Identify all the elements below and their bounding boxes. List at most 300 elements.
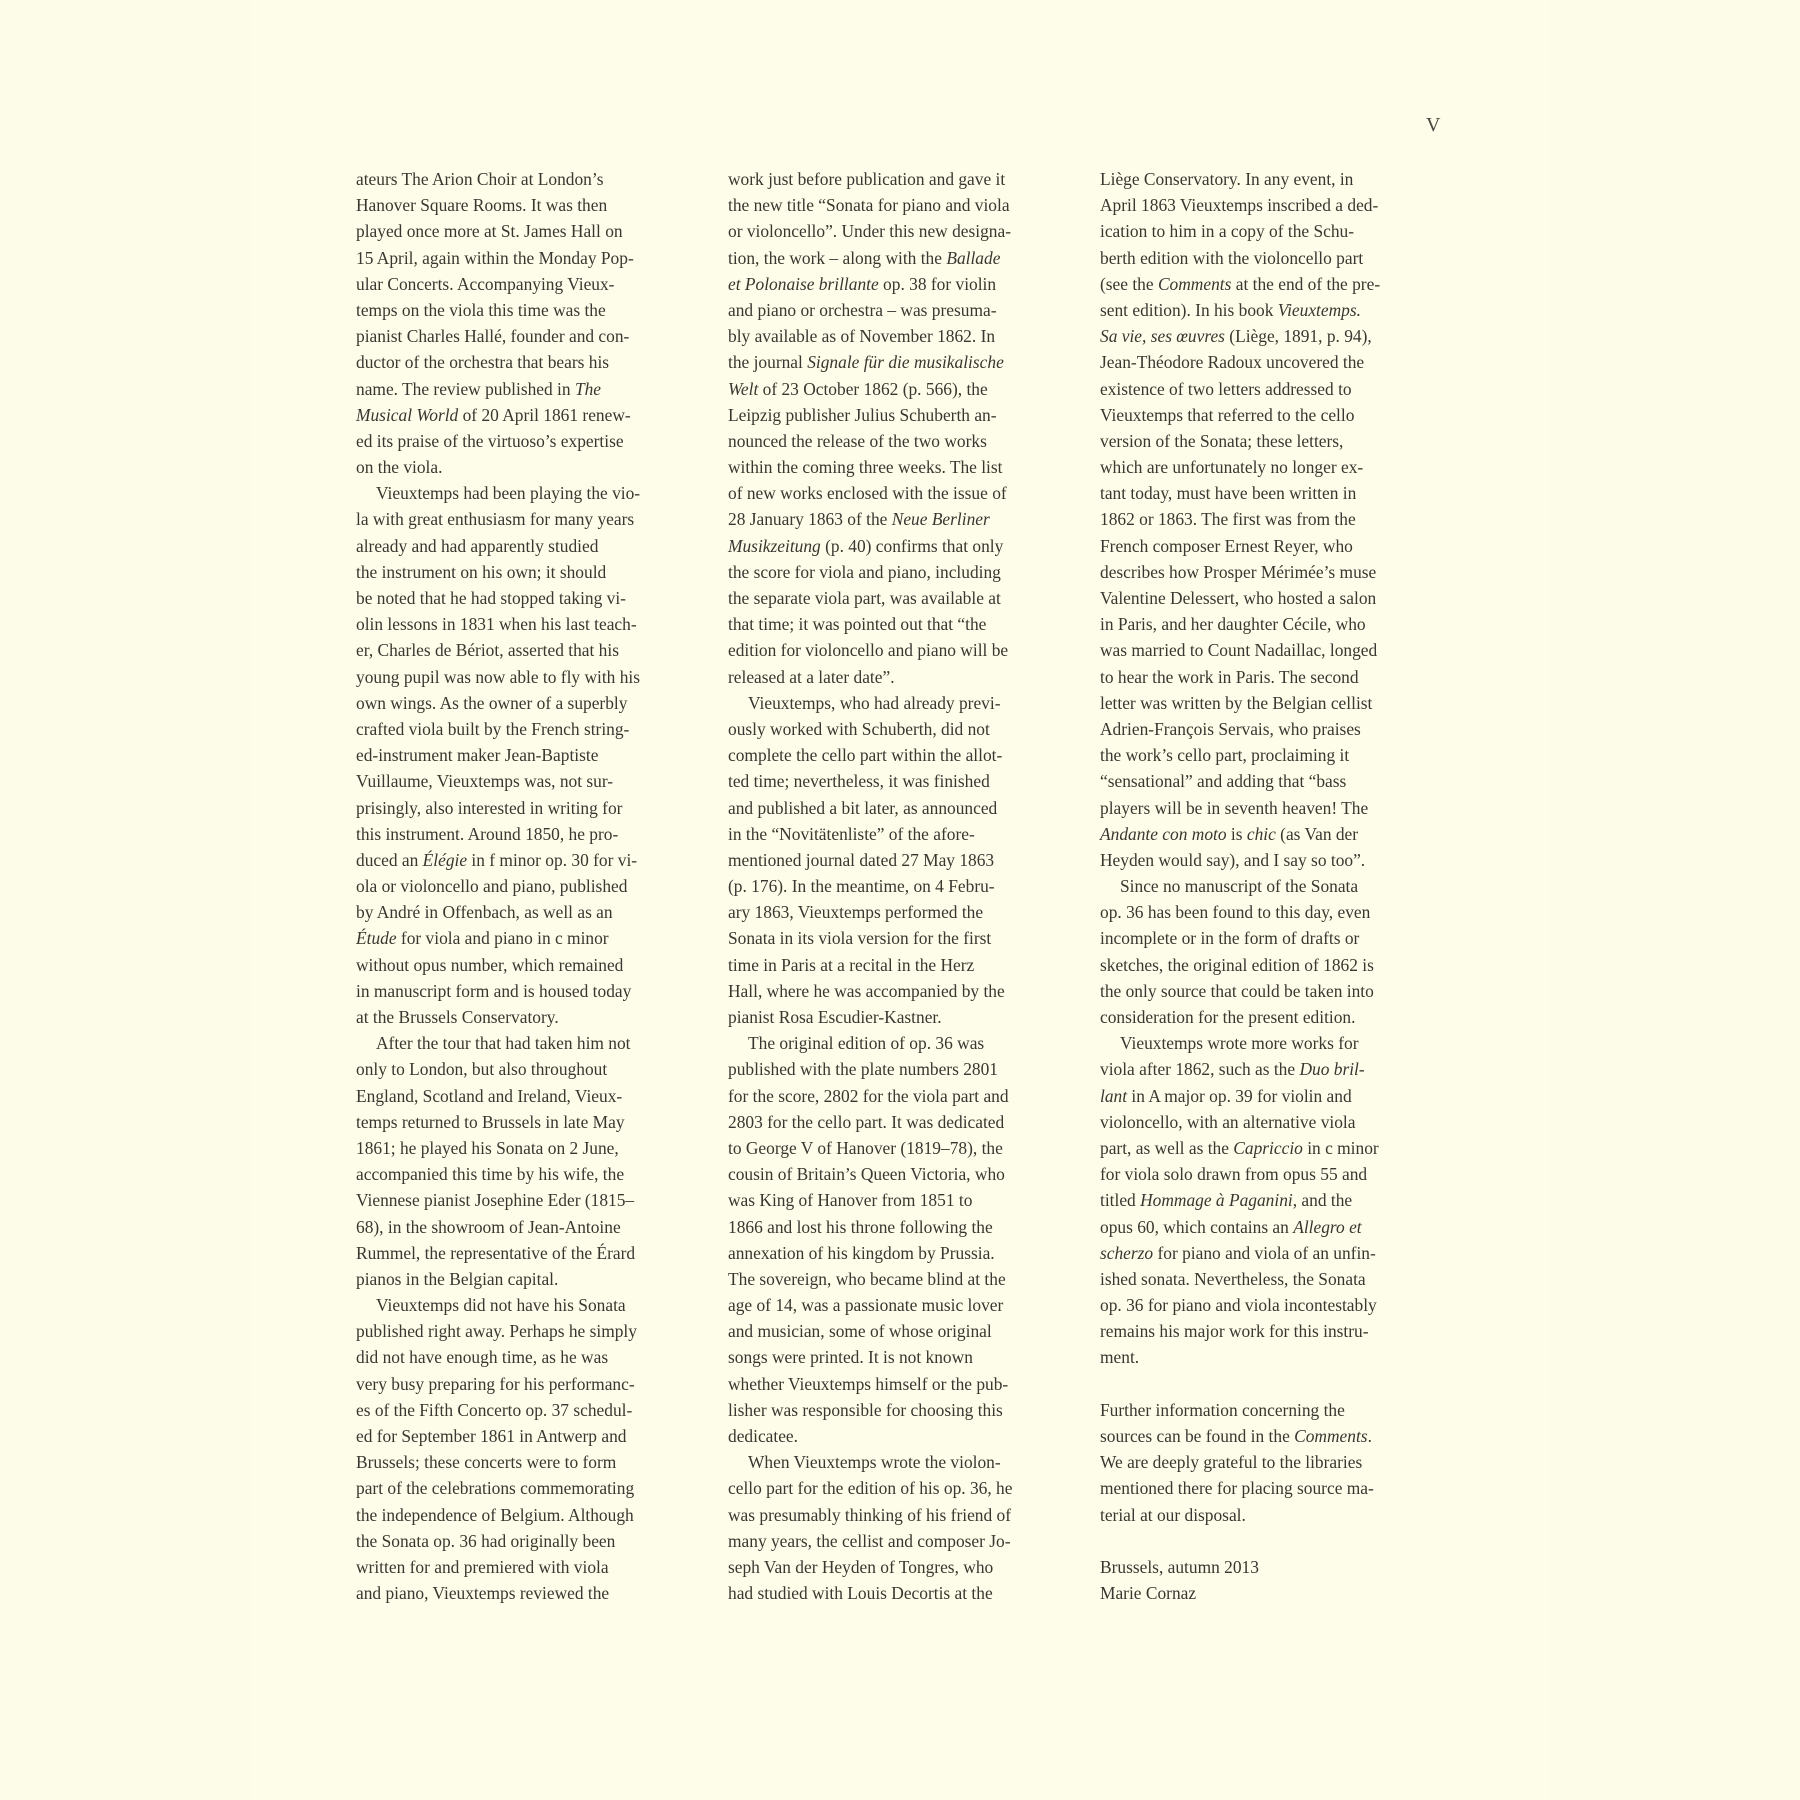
text-run: cello part for the edition of his op. 36, he <box>728 1478 1013 1499</box>
text-run: (see the <box>1100 273 1158 294</box>
text-line <box>1100 716 1442 742</box>
text-line <box>1100 795 1442 821</box>
text-line <box>356 1135 698 1161</box>
text-run: in f minor op. 30 for vi- <box>467 849 638 870</box>
text-line <box>356 1580 698 1606</box>
text-run: The sovereign, who became blind at the <box>728 1268 1006 1289</box>
text-run: French composer Ernest Reyer, who <box>1100 535 1353 556</box>
text-line <box>1100 1135 1442 1161</box>
text-column-2 <box>728 166 1070 1606</box>
text-run: own wings. As the owner of a superbly <box>356 692 628 713</box>
text-run: players will be in seventh heaven! The <box>1100 797 1369 818</box>
text-run: in manuscript form and is housed today <box>356 980 632 1001</box>
text-line <box>1100 559 1442 585</box>
text-line <box>1100 925 1442 951</box>
page-number: V <box>1426 114 1441 136</box>
text-run: at the end of the pre- <box>1231 273 1381 294</box>
text-line <box>356 1083 698 1109</box>
text-run: and piano or orchestra – was presuma- <box>728 299 997 320</box>
text-line <box>356 1187 698 1213</box>
text-run: time in Paris at a recital in the Herz <box>728 954 975 975</box>
text-line <box>1100 323 1442 349</box>
text-run: released at a later date”. <box>728 666 895 687</box>
text-run: published right away. Perhaps he simply <box>356 1321 637 1342</box>
text-run: Vieuxtemps had been playing the vio- <box>376 483 641 504</box>
text-run: ola or violoncello and piano, published <box>356 876 628 897</box>
text-line <box>356 742 698 768</box>
text-line <box>1100 742 1442 768</box>
text-line <box>728 1187 1070 1213</box>
text-line <box>728 795 1070 821</box>
text-run: es of the Fifth Concerto op. 37 schedul- <box>356 1399 633 1420</box>
text-line <box>728 664 1070 690</box>
text-line <box>1100 952 1442 978</box>
text-run: Adrien-François Servais, who praises <box>1100 718 1361 739</box>
text-run: whether Vieuxtemps himself or the pub- <box>728 1373 1009 1394</box>
text-line <box>1100 585 1442 611</box>
text-line <box>356 1528 698 1554</box>
italic-text: Allegro et <box>1293 1216 1362 1237</box>
italic-text: Capriccio <box>1233 1137 1303 1158</box>
text-run: viola after 1862, such as the <box>1100 1059 1300 1080</box>
text-line <box>356 795 698 821</box>
text-line <box>728 1161 1070 1187</box>
text-run: (as Van der <box>1275 823 1359 844</box>
text-run: ment. <box>1100 1347 1140 1368</box>
text-line <box>356 454 698 480</box>
text-run: op. 38 for violin <box>878 273 997 294</box>
text-line <box>356 245 698 271</box>
text-line <box>1100 349 1442 375</box>
text-run: , and the <box>1292 1190 1353 1211</box>
text-run: violoncello, with an alternative viola <box>1100 1111 1356 1132</box>
italic-text: Welt <box>728 378 759 399</box>
text-column-3 <box>1100 166 1442 1606</box>
text-line <box>1100 533 1442 559</box>
text-run: nounced the release of the two works <box>728 430 987 451</box>
text-line <box>356 585 698 611</box>
text-line <box>356 166 698 192</box>
text-line <box>356 1423 698 1449</box>
text-run: version of the Sonata; these letters, <box>1100 430 1344 451</box>
text-line <box>1100 1004 1442 1030</box>
text-run: and piano, Vieuxtemps reviewed the <box>356 1583 610 1604</box>
text-line <box>1100 1554 1442 1580</box>
text-run: terial at our disposal. <box>1100 1504 1246 1525</box>
text-line <box>356 428 698 454</box>
text-line <box>356 1502 698 1528</box>
text-run: ished sonata. Nevertheless, the Sonata <box>1100 1268 1366 1289</box>
text-run: edition for violoncello and piano will be <box>728 640 1009 661</box>
text-line <box>1100 1266 1442 1292</box>
text-line <box>1100 873 1442 899</box>
text-line <box>728 952 1070 978</box>
text-line <box>728 742 1070 768</box>
text-line <box>1100 506 1442 532</box>
text-run: tion, the work – along with the <box>728 247 947 268</box>
text-line <box>728 166 1070 192</box>
text-run: 1862 or 1863. The first was from the <box>1100 509 1356 530</box>
text-run: work just before publication and gave it <box>728 169 1006 189</box>
text-line <box>356 1318 698 1344</box>
text-run: of new works enclosed with the issue of <box>728 483 1007 504</box>
text-line <box>728 873 1070 899</box>
italic-text: et Polonaise brillante <box>728 273 879 294</box>
text-line <box>728 428 1070 454</box>
text-run: for the score, 2802 for the viola part and <box>728 1085 1009 1106</box>
text-line <box>356 1554 698 1580</box>
text-run: Sonata in its viola version for the first <box>728 928 992 949</box>
text-run: the Sonata op. 36 had originally been <box>356 1530 616 1551</box>
text-line <box>1100 1056 1442 1082</box>
text-run: sent edition). In his book <box>1100 299 1278 320</box>
text-run: Valentine Delessert, who hosted a salon <box>1100 588 1377 608</box>
text-line <box>728 192 1070 218</box>
text-run: When Vieuxtemps wrote the violon- <box>748 1452 1001 1473</box>
text-line <box>356 690 698 716</box>
text-run: of 20 April 1861 renew- <box>458 404 631 425</box>
text-run: Vieuxtemps, who had already previ- <box>748 692 1001 713</box>
text-line <box>1100 847 1442 873</box>
text-run: We are deeply grateful to the libraries <box>1100 1452 1363 1473</box>
text-run: in Paris, and her daughter Cécile, who <box>1100 614 1366 635</box>
text-line <box>728 716 1070 742</box>
text-line <box>1100 402 1442 428</box>
text-run: 2803 for the cello part. It was dedicated <box>728 1111 1005 1132</box>
text-run: for piano and viola of an unfin- <box>1153 1242 1376 1263</box>
text-line <box>728 1554 1070 1580</box>
italic-text: Sa vie, ses œuvres <box>1100 326 1225 347</box>
text-run: op. 36 has been found to this day, even <box>1100 902 1371 923</box>
italic-text: Andante con moto <box>1100 823 1227 844</box>
text-run: in c minor <box>1302 1137 1379 1158</box>
text-run: titled <box>1100 1190 1141 1211</box>
text-run: the independence of Belgium. Although <box>356 1504 634 1525</box>
text-line <box>728 690 1070 716</box>
text-run: England, Scotland and Ireland, Vieux- <box>356 1085 623 1106</box>
text-run: was married to Count Nadaillac, longed <box>1100 640 1378 661</box>
text-run: ed-instrument maker Jean-Baptiste <box>356 745 599 766</box>
text-line <box>728 506 1070 532</box>
text-run: (Liège, 1891, p. 94), <box>1224 326 1372 347</box>
text-run: temps returned to Brussels in late May <box>356 1111 625 1132</box>
text-line <box>1100 1397 1442 1423</box>
text-line <box>356 1449 698 1475</box>
text-run: seph Van der Heyden of Tongres, who <box>728 1556 994 1577</box>
text-run: consideration for the present edition. <box>1100 1007 1356 1027</box>
text-line <box>356 847 698 873</box>
text-line <box>356 1344 698 1370</box>
text-run: mentioned journal dated 27 May 1863 <box>728 849 995 870</box>
text-line <box>356 1266 698 1292</box>
text-run: within the coming three weeks. The list <box>728 457 1003 478</box>
text-run: remains his major work for this instru- <box>1100 1321 1369 1342</box>
text-run: opus 60, which contains an <box>1100 1216 1294 1237</box>
text-line <box>1100 1109 1442 1135</box>
text-run: The original edition of op. 36 was <box>748 1033 985 1054</box>
text-line <box>356 1214 698 1240</box>
text-line <box>1100 664 1442 690</box>
text-run: ary 1863, Vieuxtemps performed the <box>728 902 984 923</box>
text-line <box>1100 1161 1442 1187</box>
text-run: lisher was responsible for choosing this <box>728 1399 1003 1420</box>
text-run: the work’s cello part, proclaiming it <box>1100 745 1350 766</box>
italic-text: Signale für die musikalische <box>807 352 1004 373</box>
text-line <box>356 349 698 375</box>
text-run: written for and premiered with viola <box>356 1556 609 1577</box>
text-run: or violoncello”. Under this new designa- <box>728 221 1012 242</box>
italic-text: Élégie <box>422 849 468 870</box>
text-run: berth edition with the violoncello part <box>1100 247 1364 268</box>
text-run: er, Charles de Bériot, asserted that his <box>356 640 619 661</box>
text-run: young pupil was now able to fly with his <box>356 666 641 687</box>
text-run: Vieuxtemps did not have his Sonata <box>376 1295 626 1316</box>
text-line <box>1100 454 1442 480</box>
text-line <box>728 1214 1070 1240</box>
text-line <box>728 1135 1070 1161</box>
text-run: pianos in the Belgian capital. <box>356 1268 559 1289</box>
text-run: sources can be found in the <box>1100 1426 1295 1446</box>
text-run: Rummel, the representative of the Érard <box>356 1242 636 1263</box>
text-run: 15 April, again within the Monday Pop- <box>356 247 634 268</box>
text-line <box>356 1371 698 1397</box>
text-line <box>728 925 1070 951</box>
text-run: the journal <box>728 352 808 373</box>
text-run: tant today, must have been written in <box>1100 483 1357 504</box>
text-line <box>356 1475 698 1501</box>
text-line <box>728 1528 1070 1554</box>
italic-text: Comments <box>1294 1426 1368 1446</box>
text-line <box>728 271 1070 297</box>
text-run: Vieuxtemps that referred to the cello <box>1100 404 1355 425</box>
text-line <box>728 1240 1070 1266</box>
text-run: Vuillaume, Vieuxtemps was, not sur- <box>356 771 614 792</box>
text-run: bly available as of November 1862. In <box>728 326 996 347</box>
text-run: age of 14, was a passionate music lover <box>728 1295 1004 1316</box>
text-run: ication to him in a copy of the Schu- <box>1100 221 1355 242</box>
text-line <box>728 1423 1070 1449</box>
text-run: existence of two letters addressed to <box>1100 378 1352 399</box>
text-column-1 <box>356 166 698 1606</box>
text-line <box>356 323 698 349</box>
text-line <box>356 1030 698 1056</box>
text-line <box>728 1292 1070 1318</box>
text-line <box>1100 611 1442 637</box>
text-line <box>728 637 1070 663</box>
text-run: duced an <box>356 849 423 870</box>
text-run: this instrument. Around 1850, he pro- <box>356 823 619 844</box>
text-run: ductor of the orchestra that bears his <box>356 352 610 373</box>
text-line <box>728 821 1070 847</box>
text-line <box>728 218 1070 244</box>
text-line <box>1100 690 1442 716</box>
text-run: incomplete or in the form of drafts or <box>1100 928 1360 949</box>
text-line <box>728 847 1070 873</box>
text-run: ular Concerts. Accompanying Vieux- <box>356 273 615 294</box>
text-run: part, as well as the <box>1100 1137 1234 1158</box>
text-line <box>356 1161 698 1187</box>
text-line <box>728 1502 1070 1528</box>
italic-text: scherzo <box>1100 1242 1154 1263</box>
text-line <box>1100 1475 1442 1501</box>
text-line <box>728 1109 1070 1135</box>
text-run: “sensational” and adding that “bass <box>1100 771 1347 792</box>
text-run: that time; it was pointed out that “the <box>728 614 987 635</box>
text-run: Viennese pianist Josephine Eder (1815– <box>356 1190 635 1211</box>
text-run: Liège Conservatory. In any event, in <box>1100 169 1354 189</box>
text-line <box>356 218 698 244</box>
text-run: be noted that he had stopped taking vi- <box>356 588 626 608</box>
text-line <box>1100 1214 1442 1240</box>
text-run: was presumably thinking of his friend of <box>728 1504 1012 1525</box>
text-line <box>1100 1318 1442 1344</box>
text-run: the score for viola and piano, including <box>728 561 1001 582</box>
text-line <box>728 559 1070 585</box>
text-run: part of the celebrations commemorating <box>356 1478 635 1499</box>
text-run: ously worked with Schuberth, did not <box>728 718 990 739</box>
text-line <box>356 952 698 978</box>
text-line <box>356 533 698 559</box>
text-line <box>1100 1030 1442 1056</box>
italic-text: lant <box>1100 1085 1128 1106</box>
text-line <box>356 559 698 585</box>
text-line <box>728 1580 1070 1606</box>
text-line <box>356 402 698 428</box>
text-line <box>356 297 698 323</box>
text-run: (p. 176). In the meantime, on 4 Febru- <box>728 876 995 897</box>
text-run: for viola solo drawn from opus 55 and <box>1100 1164 1368 1185</box>
text-run: . <box>1367 1426 1372 1446</box>
text-run: pianist Charles Hallé, founder and con- <box>356 326 630 347</box>
text-line <box>356 611 698 637</box>
text-run: already and had apparently studied <box>356 535 599 556</box>
text-line <box>1100 768 1442 794</box>
text-run: complete the cello part within the allot- <box>728 745 1003 766</box>
text-run: Brussels, autumn 2013 <box>1100 1556 1259 1577</box>
text-run: ed for September 1861 in Antwerp and <box>356 1426 627 1446</box>
text-line <box>728 1056 1070 1082</box>
text-line <box>356 271 698 297</box>
text-run: of 23 October 1862 (p. 566), the <box>758 378 988 399</box>
text-line <box>356 873 698 899</box>
italic-text: chic <box>1246 823 1276 844</box>
text-line <box>728 899 1070 925</box>
text-line <box>1100 1344 1442 1370</box>
text-line <box>728 402 1070 428</box>
text-line <box>728 1475 1070 1501</box>
paragraph-gap <box>1100 1528 1442 1554</box>
text-line <box>1100 166 1442 192</box>
text-run: in A major op. 39 for violin and <box>1127 1085 1352 1106</box>
text-line <box>728 1318 1070 1344</box>
text-line <box>728 978 1070 1004</box>
text-run: to George V of Hanover (1819–78), the <box>728 1137 1003 1158</box>
text-line <box>728 454 1070 480</box>
text-run: 28 January 1863 of the <box>728 509 892 530</box>
text-run: op. 36 for piano and viola incontestably <box>1100 1295 1377 1316</box>
text-run: Heyden would say), and I say so too”. <box>1100 849 1366 870</box>
text-run: April 1863 Vieuxtemps inscribed a ded- <box>1100 195 1379 216</box>
text-run: at the Brussels Conservatory. <box>356 1007 559 1027</box>
text-run: 1866 and lost his throne following the <box>728 1216 993 1237</box>
text-line <box>356 1109 698 1135</box>
text-run: on the viola. <box>356 457 443 478</box>
italic-text: The <box>574 378 602 399</box>
text-run: played once more at St. James Hall on <box>356 221 623 242</box>
italic-text: Musikzeitung <box>728 535 821 556</box>
text-line <box>728 1083 1070 1109</box>
text-line <box>1100 271 1442 297</box>
italic-text: Vieuxtemps. <box>1277 299 1361 320</box>
text-run: Hanover Square Rooms. It was then <box>356 195 608 216</box>
text-line <box>1100 1502 1442 1528</box>
text-line <box>1100 1187 1442 1213</box>
text-line <box>728 376 1070 402</box>
text-line <box>728 297 1070 323</box>
text-line <box>356 821 698 847</box>
text-line <box>356 768 698 794</box>
text-run: was King of Hanover from 1851 to <box>728 1190 973 1211</box>
text-line <box>1100 376 1442 402</box>
text-line <box>1100 218 1442 244</box>
text-line <box>728 768 1070 794</box>
text-line <box>1100 1580 1442 1606</box>
text-run: published with the plate numbers 2801 <box>728 1059 998 1080</box>
italic-text: Hommage à Paganini <box>1140 1190 1293 1211</box>
text-line <box>1100 480 1442 506</box>
paragraph-gap <box>1100 1371 1442 1397</box>
text-line <box>1100 821 1442 847</box>
text-line <box>728 480 1070 506</box>
text-run: (p. 40) confirms that only <box>820 535 1004 556</box>
text-run: temps on the viola this time was the <box>356 299 606 320</box>
text-line <box>356 506 698 532</box>
text-run: only to London, but also throughout <box>356 1059 608 1080</box>
text-line <box>1100 245 1442 271</box>
text-line <box>1100 428 1442 454</box>
text-line <box>356 1397 698 1423</box>
text-run: dedicatee. <box>728 1426 798 1446</box>
italic-text: Ballade <box>946 247 1001 268</box>
text-run: sketches, the original edition of 1862 is <box>1100 954 1374 975</box>
text-run: mentioned there for placing source ma- <box>1100 1478 1374 1499</box>
text-run: and published a bit later, as announced <box>728 797 998 818</box>
text-run: Marie Cornaz <box>1100 1583 1197 1604</box>
text-line <box>728 349 1070 375</box>
text-run: ted time; nevertheless, it was finished <box>728 771 990 792</box>
text-line <box>356 480 698 506</box>
text-run: prisingly, also interested in writing for <box>356 797 623 818</box>
text-line <box>1100 637 1442 663</box>
text-line <box>1100 1292 1442 1318</box>
text-run: for viola and piano in c minor <box>396 928 609 949</box>
text-run: name. The review published in <box>356 378 575 399</box>
text-run: 68), in the showroom of Jean-Antoine <box>356 1216 621 1237</box>
text-line <box>356 899 698 925</box>
italic-text: Musical World <box>356 404 459 425</box>
text-run: by André in Offenbach, as well as an <box>356 902 613 923</box>
italic-text: Étude <box>356 928 397 949</box>
text-line <box>1100 899 1442 925</box>
text-line <box>1100 1240 1442 1266</box>
italic-text: Duo bril- <box>1299 1059 1365 1080</box>
text-run: in the “Novitätenliste” of the afore- <box>728 823 975 844</box>
text-run: the separate viola part, was available at <box>728 588 1001 608</box>
text-line <box>1100 192 1442 218</box>
text-line <box>356 1004 698 1030</box>
text-line <box>728 323 1070 349</box>
text-run: is <box>1226 823 1247 844</box>
